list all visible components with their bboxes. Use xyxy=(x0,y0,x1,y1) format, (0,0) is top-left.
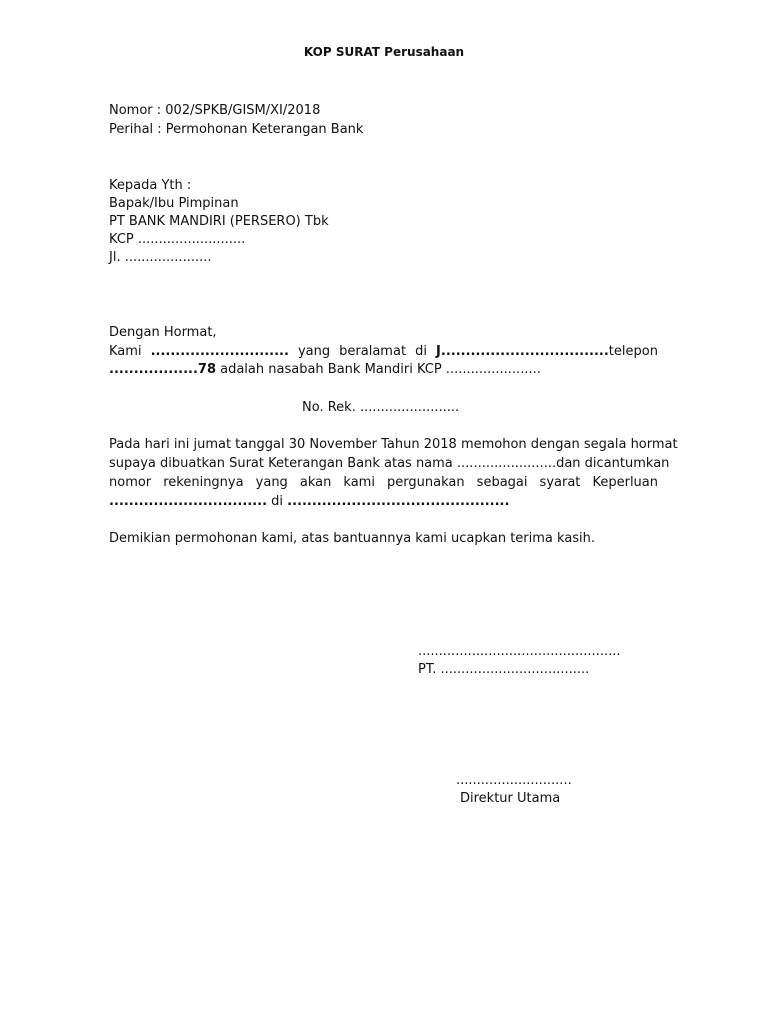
perihal-line: Perihal : Permohonan Keterangan Bank xyxy=(109,122,364,137)
salutation: Dengan Hormat, xyxy=(109,325,217,340)
closing-line: Demikian permohonan kami, atas bantuannya kami ucapkan terima kasih. xyxy=(109,531,596,546)
director-title: Direktur Utama xyxy=(460,791,561,806)
recipient-title: Bapak/Ibu Pimpinan xyxy=(109,196,239,211)
director-name-placeholder: ............................ xyxy=(456,773,572,788)
signatory-company: PT. .................................... xyxy=(418,662,590,677)
name-placeholder: ............................ xyxy=(150,344,289,359)
intro-beralamat: beralamat xyxy=(339,344,407,359)
phone-placeholder: ..................78 xyxy=(109,362,216,377)
request-line-2: supaya dibuatkan Surat Keterangan Bank atas nama ........................dan dicantumkan xyxy=(109,456,670,471)
intro-telepon: telepon xyxy=(608,344,658,359)
intro-line-1 xyxy=(109,343,658,361)
request-line-4 xyxy=(109,493,509,511)
request-line-3: nomor rekeningnya yang akan kami pergunakan sebagai syarat Keperluan xyxy=(109,475,658,490)
intro-yang: yang xyxy=(297,344,331,359)
recipient-bank: PT BANK MANDIRI (PERSERO) Tbk xyxy=(109,214,329,229)
intro-kami: Kami xyxy=(109,344,142,359)
address-placeholder: J.................................. xyxy=(436,344,609,359)
account-number-line: No. Rek. ........................ xyxy=(302,400,460,415)
request-line-1: Pada hari ini jumat tanggal 30 November Tahun 2018 memohon dengan segala hormat xyxy=(109,437,678,452)
letterhead-title: KOP SURAT Perusahaan xyxy=(303,45,465,59)
recipient-greeting: Kepada Yth : xyxy=(109,178,192,193)
signatory-name-placeholder: ................................................. xyxy=(418,644,621,659)
nomor-line: Nomor : 002/SPKB/GISM/XI/2018 xyxy=(109,103,321,118)
address-phone-group xyxy=(436,343,658,361)
place-placeholder: ............................................. xyxy=(287,494,510,509)
intro-di: di xyxy=(415,344,427,359)
intro-line-2-rest: adalah nasabah Bank Mandiri KCP ....................... xyxy=(215,362,541,377)
intro-line-2 xyxy=(109,361,541,379)
purpose-placeholder: ................................ xyxy=(109,494,268,509)
recipient-address: Jl. ..................... xyxy=(109,250,212,265)
request-di: di xyxy=(267,494,288,509)
recipient-branch: KCP .......................... xyxy=(109,232,246,247)
